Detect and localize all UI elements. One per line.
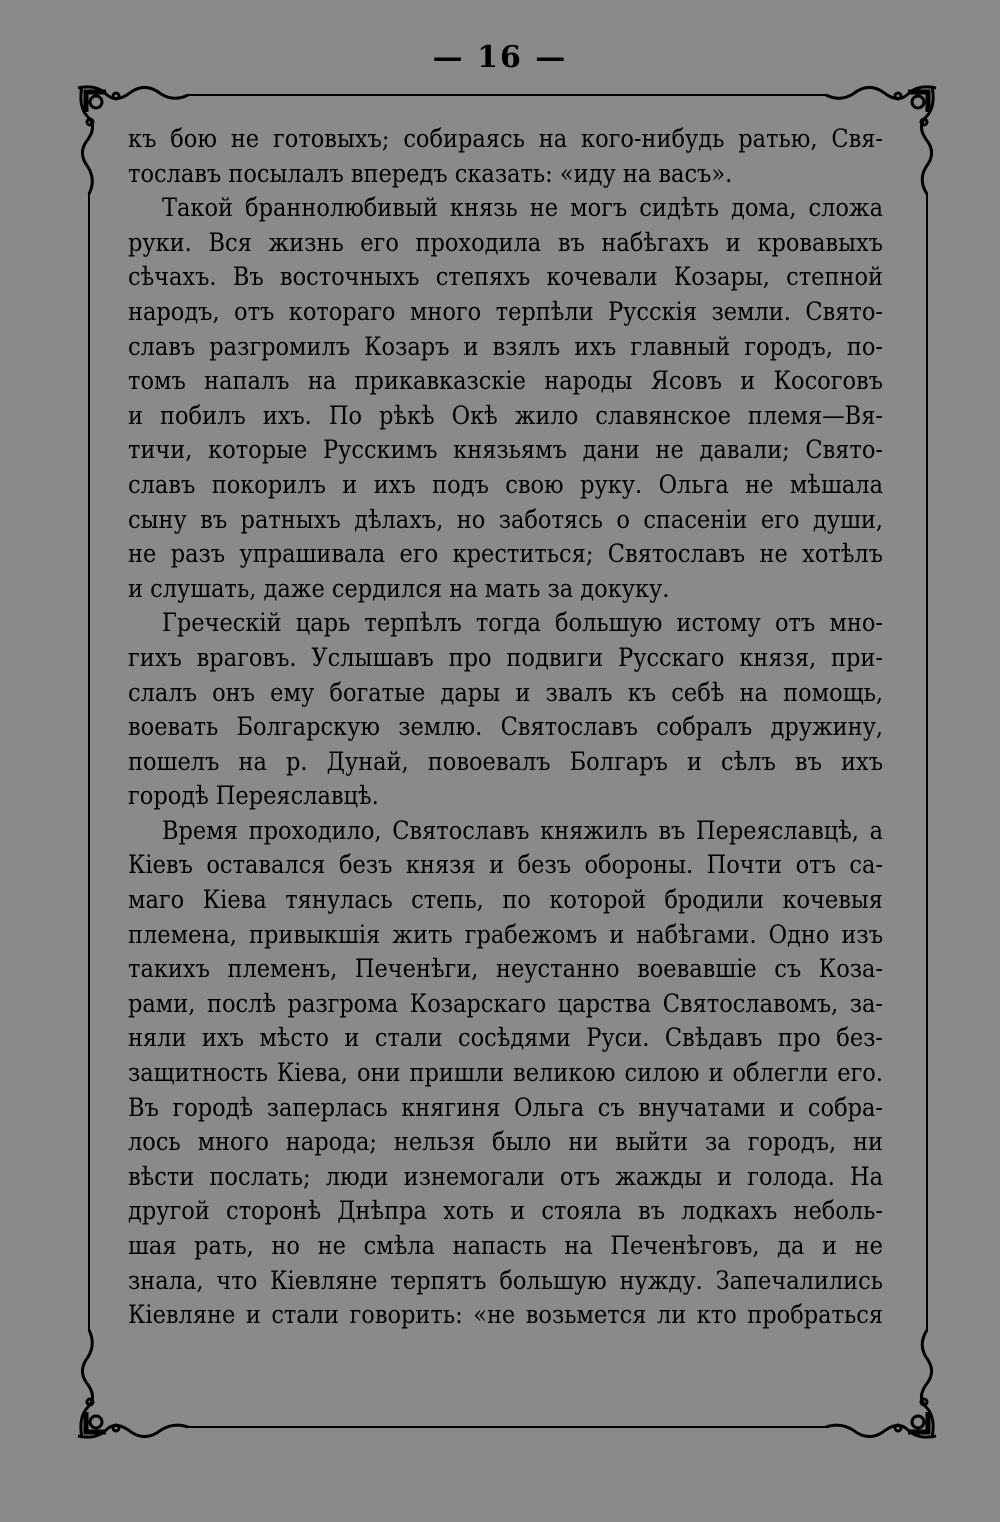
- text-line: такихъ племенъ, Печенѣги, неустанно воевавшіе съ Коза-: [128, 954, 883, 984]
- text-line: сѣчахъ. Въ восточныхъ степяхъ кочевали Козары, степной: [128, 262, 883, 292]
- text-line: Время проходило, Святославъ княжилъ въ Переяславцѣ, а: [162, 815, 883, 845]
- text-line: и слушать, даже сердился на мать за докуку.: [128, 573, 670, 603]
- text-line: Кіевъ оставался безъ князя и безъ обороны. Почти отъ са-: [128, 850, 883, 880]
- text-line: гихъ враговъ. Услышавъ про подвиги Русскаго князя, при-: [128, 642, 883, 672]
- text-line: Греческій царь терпѣлъ тогда большую истому отъ мно-: [162, 608, 883, 638]
- text-line: славъ покорилъ и ихъ подъ свою руку. Ольга не мѣшала: [128, 469, 883, 499]
- text-line: не разъ упрашивала его креститься; Святославъ не хотѣлъ: [128, 539, 883, 569]
- text-line: сыну въ ратныхъ дѣлахъ, но заботясь о спасеніи его души,: [128, 504, 883, 534]
- text-line: вѣсти послать; люди изнемогали отъ жажды и голода. На: [128, 1161, 883, 1191]
- text-line: Въ городѣ заперлась княгиня Ольга съ внучатами и собра-: [128, 1092, 883, 1122]
- text-line: рами, послѣ разгрома Козарскаго царства Святославомъ, за-: [128, 988, 883, 1018]
- text-line: воевать Болгарскую землю. Святославъ собралъ дружину,: [128, 712, 883, 742]
- text-line: славъ разгромилъ Козаръ и взялъ ихъ главный городъ, по-: [128, 331, 883, 361]
- text-line: народъ, отъ котораго много терпѣли Русскія земли. Свято-: [128, 296, 883, 326]
- text-line: Кіевляне и стали говорить: «не возьмется ли кто пробраться: [128, 1300, 883, 1330]
- text-line: къ бою не готовыхъ; собираясь на кого-нибудь ратью, Свя-: [128, 124, 883, 153]
- text-line: и побилъ ихъ. По рѣкѣ Окѣ жило славянское племя—Вя-: [128, 400, 883, 430]
- text-line: шая рать, но не смѣла напасть на Печенѣговъ, да и не: [128, 1231, 883, 1260]
- text-line: томъ напалъ на прикавказскіе народы Ясовъ и Косоговъ: [128, 366, 883, 396]
- text-line: тославъ посылалъ впередъ сказать: «иду на васъ».: [128, 158, 733, 188]
- body-text: [128, 122, 883, 1333]
- text-line: слалъ онъ ему богатые дары и звалъ къ себѣ на помощь,: [128, 677, 883, 707]
- text-line: пошелъ на р. Дунай, повоевалъ Болгаръ и сѣлъ въ ихъ: [128, 746, 883, 776]
- text-line: тичи, которые Русскимъ князьямъ дани не давали; Свято-: [128, 435, 883, 465]
- text-line: маго Кіева тянулась степь, по которой бродили кочевыя: [128, 885, 883, 915]
- page-number: — 16 —: [432, 40, 568, 75]
- corner-ornament-bottom-left: [78, 1330, 188, 1438]
- text-line: няли ихъ мѣсто и стали сосѣдями Руси. Свѣдавъ про без-: [128, 1023, 883, 1053]
- text-line: защитность Кіева, они пришли великою силою и облегли его.: [128, 1058, 883, 1088]
- text-line: другой сторонѣ Днѣпра хоть и стояла въ лодкахъ неболь-: [128, 1196, 883, 1226]
- text-line: знала, что Кіевляне терпятъ большую нужду. Запечалились: [128, 1265, 883, 1295]
- text-line: лось много народа; нельзя было ни выйти за городъ, ни: [128, 1127, 883, 1157]
- text-line: племена, привыкшія жить грабежомъ и набѣгами. Одно изъ: [128, 919, 883, 949]
- text-line: руки. Вся жизнь его проходила въ набѣгахъ и кровавыхъ: [128, 227, 883, 257]
- text-line: городѣ Переяславцѣ.: [128, 781, 379, 811]
- corner-ornament-bottom-right: [826, 1330, 936, 1438]
- text-line: Такой браннолюбивый князь не могъ сидѣть дома, сложа: [162, 193, 883, 223]
